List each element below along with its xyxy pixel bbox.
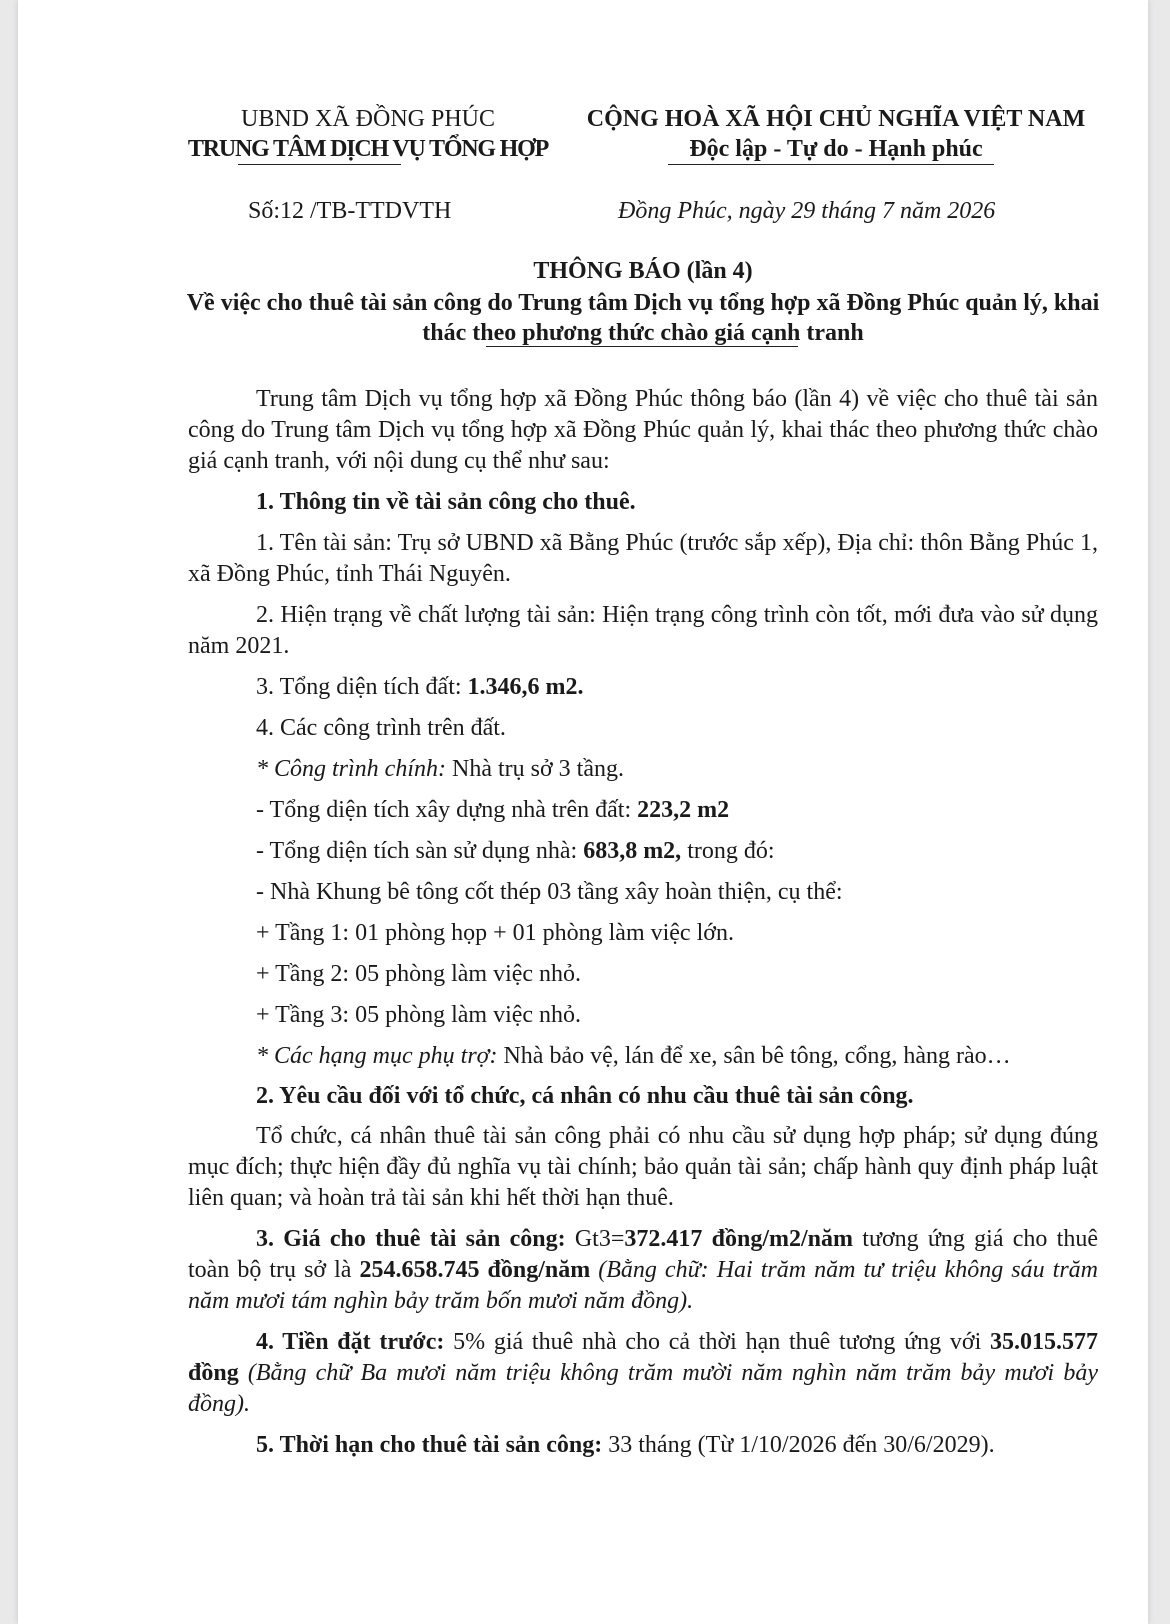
rent-price-gt: Gt3=	[565, 1226, 625, 1252]
national-motto: Độc lập - Tự do - Hạnh phúc	[689, 136, 983, 162]
issuer-underline	[238, 164, 401, 165]
deposit-amount: 35.015.577 đồng	[188, 1329, 1098, 1386]
land-area-value: 1.346,6 m2.	[467, 674, 584, 700]
floor-1: + Tầng 1: 01 phòng họp + 01 phòng làm việc lớn.	[256, 920, 734, 946]
section-5-term	[188, 1430, 1098, 1461]
section-4-deposit	[188, 1327, 1098, 1420]
rent-price-total: 254.658.745 đồng/năm	[359, 1257, 591, 1283]
floor-3: + Tầng 3: 05 phòng làm việc nhỏ.	[256, 1002, 582, 1028]
built-area-label: - Tổng diện tích xây dựng nhà trên đất:	[256, 797, 638, 823]
intro-paragraph: Trung tâm Dịch vụ tổng hợp xã Đồng Phúc thông báo (lần 4) về việc cho thuê tài sản công do Trung tâm Dịch vụ tổng hợp xã Đồng Phúc quản lý, khai thác theo phương thức chào giá cạnh tranh, với nội dung cụ thể như sau:	[188, 386, 1098, 474]
floor-area-label: - Tổng diện tích sàn sử dụng nhà:	[256, 838, 584, 864]
national-title: CỘNG HOÀ XÃ HỘI CHỦ NGHĨA VIỆT NAM	[586, 106, 1086, 132]
rent-price-mid: tương ứng giá cho thuê toàn bộ trụ sở là	[188, 1226, 1098, 1283]
issuer-parent: UBND XÃ ĐỒNG PHÚC	[240, 106, 495, 132]
subject-underline	[486, 346, 798, 347]
motto-underline	[668, 164, 994, 165]
main-works	[188, 754, 1098, 785]
land-area-label: 3. Tổng diện tích đất:	[256, 674, 468, 700]
deposit-label: 4. Tiền đặt trước:	[256, 1329, 445, 1355]
term-label: 5. Thời hạn cho thuê tài sản công:	[256, 1432, 603, 1458]
floor-area-value: 683,8 m2,	[583, 838, 682, 864]
deposit-text: 5% giá thuê nhà cho cả thời hạn thuê tương ứng với	[444, 1329, 990, 1355]
rent-price-rate: 372.417 đồng/m2/năm	[624, 1226, 854, 1252]
issuer-block	[168, 104, 568, 164]
floor-area	[188, 836, 1098, 867]
term-text: 33 tháng (Từ 1/10/2026 đến 30/6/2029).	[602, 1432, 995, 1458]
floor-2: + Tầng 2: 05 phòng làm việc nhỏ.	[256, 961, 582, 987]
section-3-rent-price	[188, 1224, 1098, 1317]
document-page	[18, 0, 1148, 1624]
section-2-text: Tổ chức, cá nhân thuê tài sản công phải có nhu cầu sử dụng hợp pháp; sử dụng đúng mục đích; thực hiện đầy đủ nghĩa vụ tài chính; bảo quản tài sản; chấp hành quy định pháp luật liên quan; và hoàn trả tài sản khi hết thời hạn thuê.	[188, 1123, 1098, 1211]
doc-date: Đồng Phúc, ngày 29 tháng 7 năm 2026	[618, 198, 996, 224]
built-area	[188, 795, 1098, 826]
structures-heading: 4. Các công trình trên đất.	[256, 715, 506, 741]
rent-price-label: 3. Giá cho thuê tài sản công:	[256, 1226, 566, 1252]
notice-body	[188, 384, 1098, 1461]
issuer-name: TRUNG TÂM DỊCH VỤ TỔNG HỢP	[187, 136, 549, 162]
frame-description: - Nhà Khung bê tông cốt thép 03 tầng xây hoàn thiện, cụ thể:	[256, 879, 843, 905]
notice-subject: Về việc cho thuê tài sản công do Trung tâm Dịch vụ tổng hợp xã Đồng Phúc quản lý, khai thác theo phương thức chào giá cạnh tranh	[186, 290, 1100, 346]
doc-number: Số:12 /TB-TTDVTH	[248, 198, 452, 224]
asset-condition: 2. Hiện trạng về chất lượng tài sản: Hiện trạng công trình còn tốt, mới đưa vào sử dụng năm 2021.	[188, 602, 1098, 659]
deposit-words: (Bằng chữ Ba mươi năm triệu không trăm mười năm nghìn năm trăm bảy mươi bảy đồng).	[188, 1360, 1098, 1417]
built-area-value: 223,2 m2	[637, 797, 730, 823]
section-2-heading: 2. Yêu cầu đối với tổ chức, cá nhân có nhu cầu thuê tài sản công.	[256, 1083, 914, 1109]
auxiliary-label: * Các hạng mục phụ trợ:	[256, 1043, 498, 1069]
main-works-label: * Công trình chính:	[256, 756, 446, 782]
national-header	[566, 104, 1106, 164]
asset-name: 1. Tên tài sản: Trụ sở UBND xã Bằng Phúc (trước sắp xếp), Địa chỉ: thôn Bằng Phúc 1, xã Đồng Phúc, tỉnh Thái Nguyên.	[188, 530, 1098, 587]
notice-title: THÔNG BÁO (lần 4)	[533, 258, 753, 284]
main-works-text: Nhà trụ sở 3 tầng.	[446, 756, 624, 782]
land-area	[188, 672, 1098, 703]
floor-area-suffix: trong đó:	[681, 838, 775, 864]
auxiliary-works	[188, 1041, 1098, 1072]
rent-price-words: (Bằng chữ: Hai trăm năm tư triệu không sáu trăm năm mươi tám nghìn bảy trăm bốn mươi năm đồng).	[188, 1257, 1098, 1314]
section-1-heading: 1. Thông tin về tài sản công cho thuê.	[256, 489, 636, 515]
auxiliary-text: Nhà bảo vệ, lán để xe, sân bê tông, cổng, hàng rào…	[497, 1043, 1011, 1069]
